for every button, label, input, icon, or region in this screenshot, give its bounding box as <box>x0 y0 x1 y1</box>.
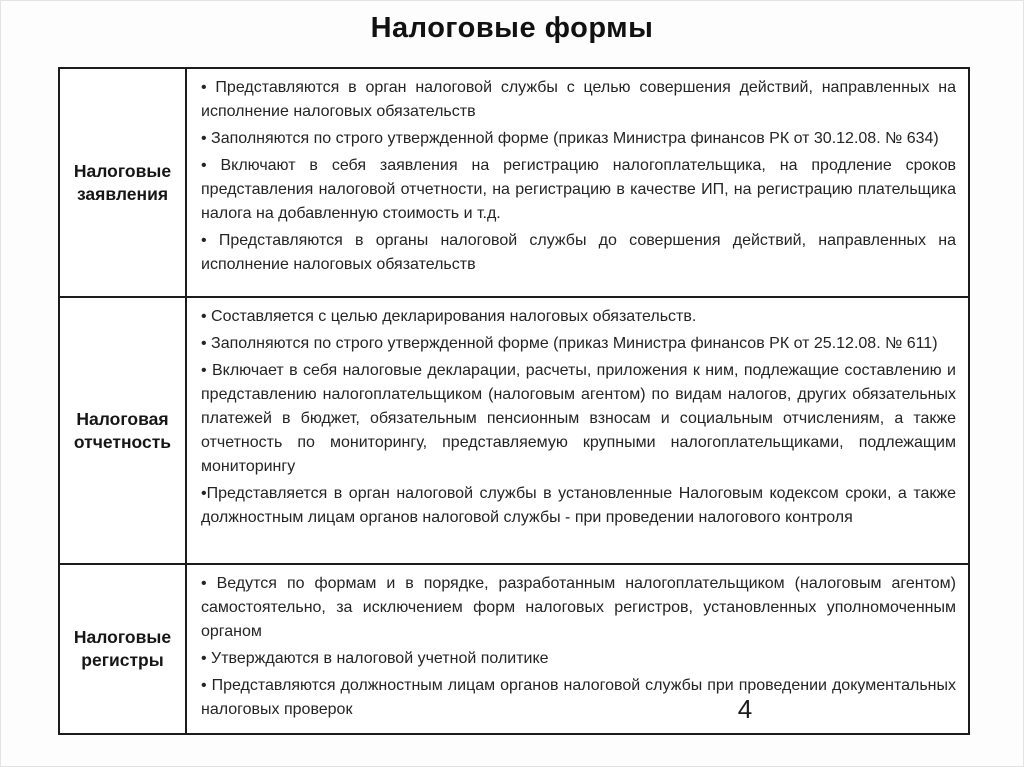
bullet-item: • Заполняются по строго утвержденной форме (приказ Министра финансов РК от 30.12.08. № 634) <box>201 130 939 147</box>
bullet-item: • Представляются в орган налоговой службы с целью совершения действий, направленных на исполнение налоговых обязательств <box>201 79 956 120</box>
bullet-item: • Составляется с целью декларирования налоговых обязательств. <box>201 308 697 325</box>
table-row-tax-reporting <box>60 296 968 563</box>
bullet-item: • Представляются в органы налоговой службы до совершения действий, направленных на исполнение налоговых обязательств <box>201 232 956 273</box>
bullet-item: • Включают в себя заявления на регистрацию налогоплательщика, на продление сроков представления налоговой отчетности, на регистрацию в качестве ИП, на регистрацию плательщика налога на добавленную стоимость и т.д. <box>201 157 956 222</box>
bullet-item: • Представляются должностным лицам органов налоговой службы при проведении документальных налоговых проверок <box>201 677 956 718</box>
row-label-tax-reporting: Налоговая отчетность <box>60 298 187 563</box>
slide-title: Налоговые формы <box>370 12 654 44</box>
row-content-tax-reporting <box>187 298 968 563</box>
row-content-tax-registers <box>187 565 968 733</box>
table-row-tax-registers <box>60 563 968 733</box>
row-content-tax-statements <box>187 69 968 296</box>
bullet-item: •Представляется в орган налоговой службы в установленные Налоговым кодексом сроки, а также должностным лицам органов налоговой службы - при проведении налогового контроля <box>201 485 956 526</box>
row-label-tax-registers: Налоговые регистры <box>60 565 187 733</box>
table-row-tax-statements <box>60 69 968 296</box>
bullet-item: • Включает в себя налоговые декларации, расчеты, приложения к ним, подлежащие составлению и представлению налогоплательщиком (налоговым агентом) по видам налогов, других обязательных платежей в бюджет, обязательным пенсионным взносам и социальным отчислениям, а также отчетность по мониторингу, представляемую крупными налогоплательщиками, подлежащим мониторингу <box>201 362 956 475</box>
tax-forms-table <box>58 67 970 735</box>
bullet-item: • Ведутся по формам и в порядке, разработанным налогоплательщиком (налоговым агентом) самостоятельно, за исключением форм налоговых регистров, установленных уполномоченным органом <box>201 575 956 640</box>
bullet-item: • Заполняются по строго утвержденной форме (приказ Министра финансов РК от 25.12.08. № 611) <box>201 335 938 352</box>
page-number: 4 <box>737 694 753 724</box>
bullet-item: • Утверждаются в налоговой учетной политике <box>201 650 549 667</box>
row-label-tax-statements: Налоговые заявления <box>60 69 187 296</box>
